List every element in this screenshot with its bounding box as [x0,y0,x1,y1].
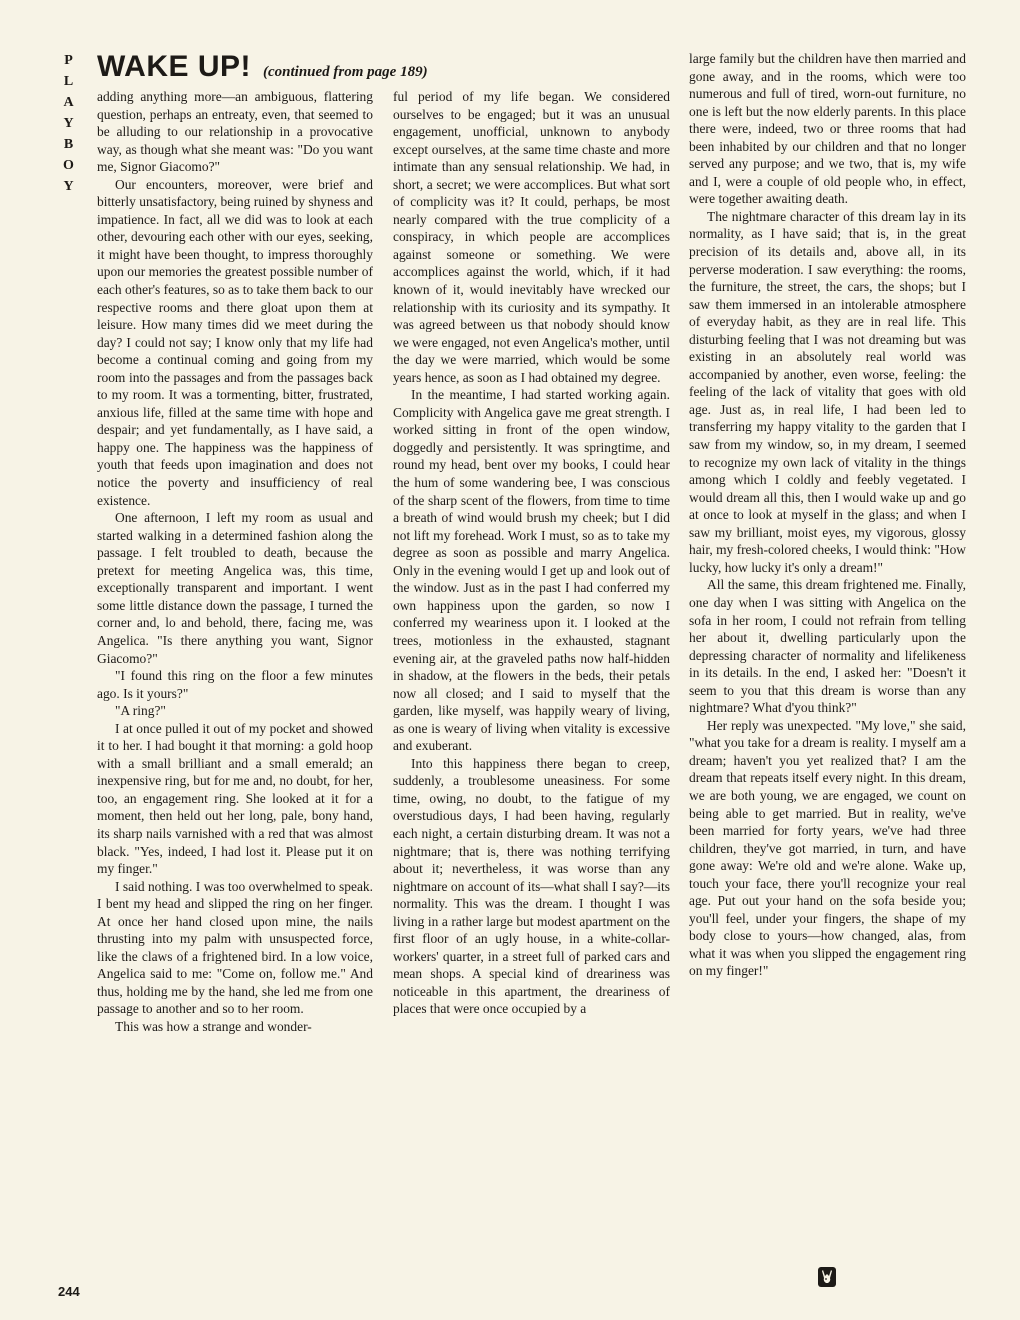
masthead-letter: O [63,158,75,173]
continued-note: (continued from page 189) [263,64,428,80]
paragraph: I at once pulled it out of my pocket and showed it to her. I had bought it that morning: a gold hoop with a small brilliant and a small emerald; an inexpensive ring, but for me and, no doubt, for her, too, an engagement ring. She looked at it for a moment, then held out her long, pale, bony hand, its sharp nails varnished with a red that was almost black. "Yes, indeed, I had lost it. Please put it on my finger." [97,720,373,877]
paragraph: "A ring?" [115,703,166,719]
text-column-1 [97,88,373,1303]
masthead-letter: A [63,95,75,110]
paragraph: large family but the children have then married and gone away, and in the rooms, which were too numerous and full of tired, worn-out furniture, no one is left but the now elderly parents. In this place there were, indeed, two or three rooms that had been inhabited by our children and that no longer served any purpose; and we two, that is, my wife and I, were a couple of old people who, in effect, were together awaiting death. [689,51,966,207]
masthead-letter: Y [63,179,75,194]
paragraph: I said nothing. I was too overwhelmed to speak. I bent my head and slipped the ring on her finger. At once her hand closed upon mine, the nails thrusting into my palm with unsuspected force, like the claws of a frightened bird. In a low voice, Angelica said to me: "Come on, follow me." And thus, holding me by the hand, she led me from one passage to another and so to her room. [97,878,373,1017]
masthead-letter: L [63,74,75,89]
text-column-2 [393,88,670,1303]
masthead-letter: B [63,137,75,152]
paragraph: One afternoon, I left my room as usual and started walking in a determined fashion along the passage. I felt troubled to death, because the pretext for meeting Angelica was, this time, exceptionally transparent and important. I went some little distance down the passage, I turned the corner and, lo and behold, there, facing me, was Angelica. "Is there anything you want, Signor Giacomo?" [97,510,373,666]
paragraph: In the meantime, I had started working again. Complicity with Angelica gave me great strength. I worked sitting in front of the open window, doggedly and persistently. It was springtime, and round my head, bent over my books, I could hear the hum of some wandering bee, I was conscious of the sharp scent of the flowers, from time to time a breath of wind would brush my cheek; but I did not lift my forehead. Work I must, so as to take my degree as soon as possible and marry Angelica. Only in the evening would I get up and look out of the window. Just as in the past I had conferred my own happiness upon the garden, so now I conferred my weariness upon it. I looked at the trees, motionless in the exhausted, stagnant evening air, at the graveled paths now half-hidden in shadow, at the flowers in the beds, their petals now all closed; and I said to myself that the garden, like myself, was happily weary of living, as one is weary of living when vitality is excessive and exuberant. [393,387,670,754]
rabbit-head-icon [818,1267,836,1287]
paragraph: Our encounters, moreover, were brief and bitterly unsatisfactory, being ruined by shyness and impatience. In fact, all we did was to look at each other, devouring each other with our eyes, seeking, it might have been thought, to impress thoroughly upon our memories the greatest possible number of each other's features, so as to take them back to our respective rooms and there gloat upon them at leisure. How many times did we meet during the day? I could not say; I know only that my life had become a continual coming and going from my room into the passages and from the passages back to my room. It was a tormenting, bitter, frustrated, anxious life, filled at the same time with hope and despair; and yet fundamentally, as I have said, a happy one. The happiness was the happiness of youth that feeds upon imagination and does not notice the poverty and insufficiency of real existence. [97,176,373,508]
text-column-3 [689,50,966,1290]
paragraph: The nightmare character of this dream lay in its normality, as I have said; that is, in the great precision of its details and, above all, in its perverse moderation. I saw everything: the rooms, the furniture, the street, the cars, the shops; but I saw them immersed in an intolerable atmosphere of everyday habit, as they are in real life. This disturbing feeling that I was not dreaming but was existing in an absolutely real world was accompanied by another, even worse, feeling: the feeling of the lack of vitality that goes with old age. Just as, in real life, I had been led to transferring my happy vitality to the garden that I saw from my window, so, in my dream, I seemed to recognize my own lack of vitality in the things among which I coldly and feebly vegetated. I would dream all this, then I would wake up and go at once to look at myself in the glass; and when I saw my brilliant, moist eyes, my vigorous, glossy hair, my fresh-colored cheeks, I would think: "How lucky, how lucky it's only a dream!" [689,208,966,575]
magazine-masthead-vertical [58,50,80,197]
paragraph: "I found this ring on the floor a few minutes ago. Is it yours?" [97,668,373,701]
paragraph: ful period of my life began. We considered ourselves to be engaged; but it was an unusual engagement, unofficial, unknown to anybody except ourselves, at the same time chaste and more intimate than any sensual relationship. We had, in short, a secret; we were accomplices. But what sort of complicity was it? It could, perhaps, be most nearly compared with the true complicity of a conspiracy, in which people are accomplices against someone or something. We were accomplices against the world, which, if it had known of it, would inevitably have wrecked our relationship with its curiosity and its sympathy. It was agreed between us that nobody should know we were engaged, not even Angelica's mother, until the day we were married, which would be some years hence, as soon as I had obtained my degree. [393,89,670,385]
masthead-letter: P [64,53,74,68]
article-header [97,50,677,90]
article-title: WAKE UP! [97,50,251,83]
paragraph: All the same, this dream frightened me. Finally, one day when I was sitting with Angelica on the sofa in her room, I could not refrain from telling her about it, dwelling particularly upon the depressing character of normality and lifelikeness in its details. In the end, I asked her: "Doesn't it seem to you that this dream is worse than any nightmare? What d'you think?" [689,577,966,716]
page-number: 244 [58,1284,80,1299]
paragraph: Into this happiness there began to creep, suddenly, a troublesome uneasiness. For some time, owing, no doubt, to the fatigue of my overstudious days, I had been having, regularly each night, a certain disturbing dream. It was not a nightmare; that is, there was nothing terrifying about it; nevertheless, it was worse than any nightmare on account of its—what shall I say?—its normality. This was the dream. I thought I was living in a rather large but modest apartment on the first floor of an ugly house, in a white-collar-workers' quarter, in a street full of parked cars and mean shops. A special kind of dreariness was noticeable in this apartment, the dreariness of places that were once occupied by a [393,755,670,1017]
masthead-letter: Y [63,116,75,131]
paragraph: This was how a strange and wonder- [115,1018,312,1034]
paragraph: Her reply was unexpected. "My love," she said, "what you take for a dream is reality. I myself am a dream; haven't you yet realized that? I am the dream that repeats itself every night. In this dream, we are both young, we are engaged, we count on being able to get married. But in reality, we've been married for forty years, we've had three children, they've got married, in turn, and have gone away: We're old and we're alone. Wake up, touch your face, there you'll recognize your real age. Put out your hand on the sofa beside you; you'll feel, under your fingers, the shape of my body close to yours—how changed, alas, from what it was when you slipped the engagement ring on my finger!" [689,717,966,979]
paragraph: adding anything more—an ambiguous, flattering question, perhaps an entreaty, even, that seemed to be alluding to our relationship in a provocative way, as though what she meant was: "Do you want me, Signor Giacomo?" [97,89,373,175]
